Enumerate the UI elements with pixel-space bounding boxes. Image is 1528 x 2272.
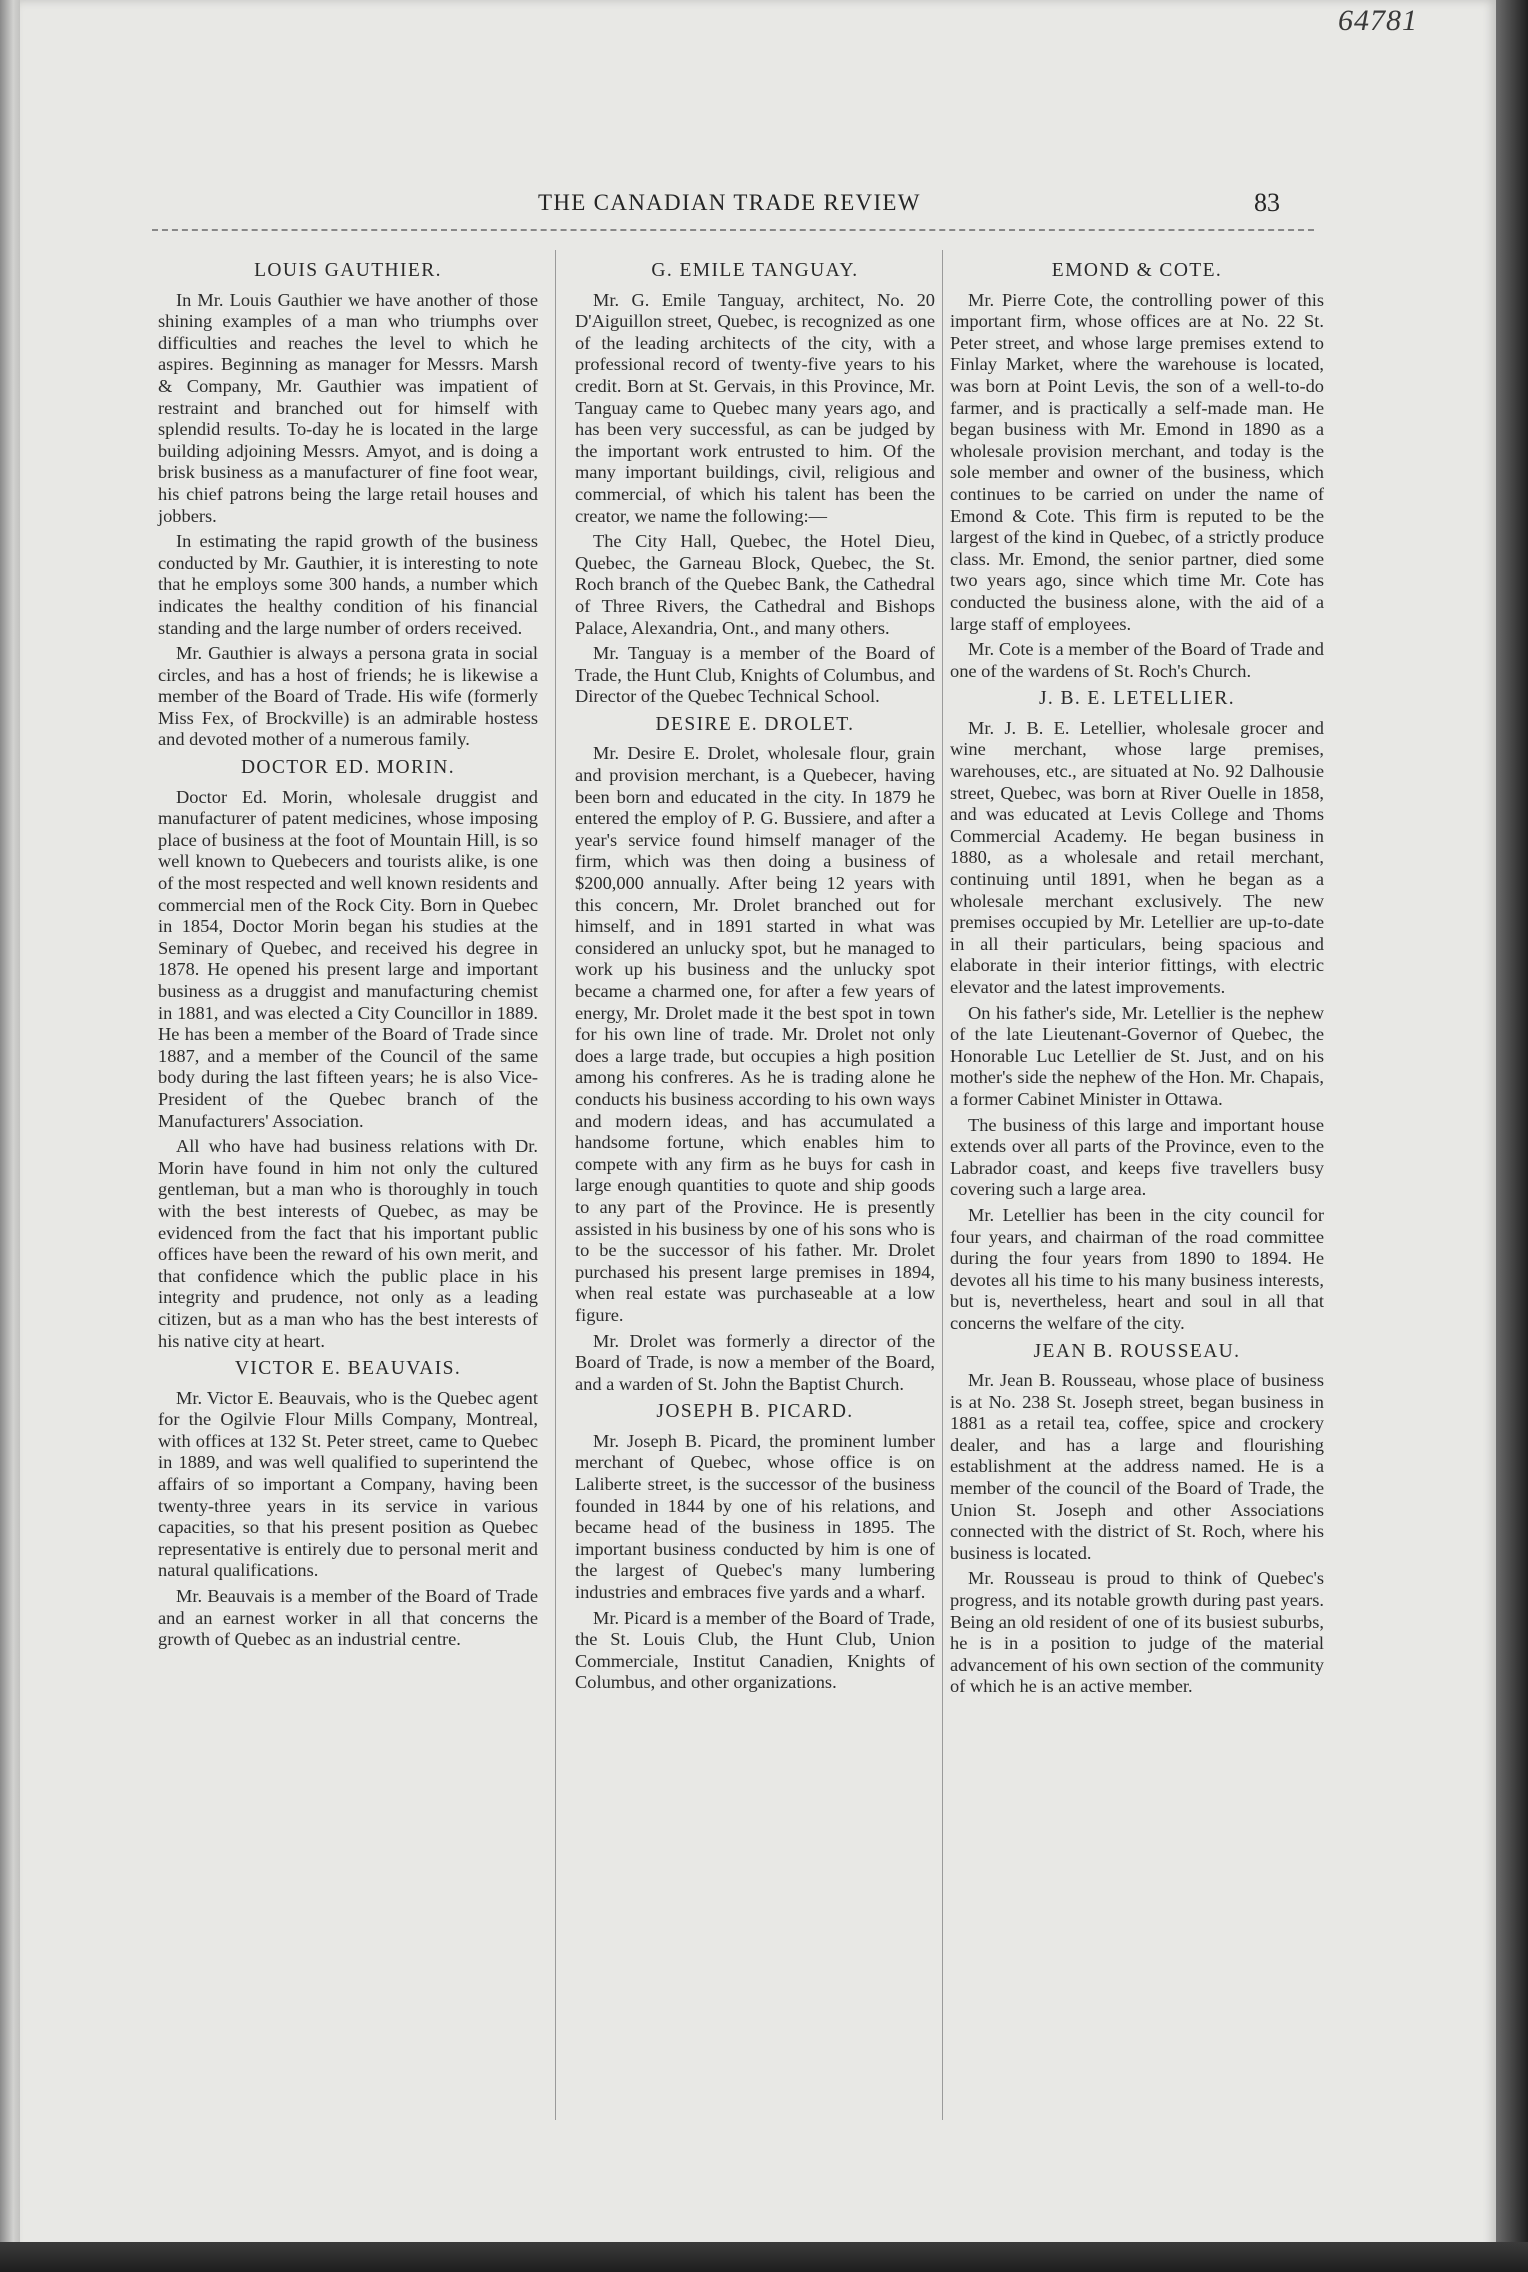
- article-paragraph: Mr. Letellier has been in the city council for four years, and chairman of the road committee during the four years from 1890 to 1894. He devotes all his time to his many business interests, but is, nevertheless, heart and soul in all that concerns the welfare of the city.: [950, 1204, 1324, 1333]
- article-paragraph: Mr. Drolet was formerly a director of the Board of Trade, is now a member of the Board, and a warden of St. John the Baptist Church.: [575, 1330, 935, 1394]
- publication-title: THE CANADIAN TRADE REVIEW: [538, 190, 921, 215]
- page-number: 83: [1254, 188, 1280, 217]
- article-paragraph: On his father's side, Mr. Letellier is the nephew of the late Lieutenant-Governor of Quebec, the Honorable Luc Letellier de St. Just, and on his mother's side the nephew of the Hon. Mr. Chapais, a former Cabinet Minister in Ottawa.: [950, 1002, 1324, 1109]
- article-paragraph: Mr. Jean B. Rousseau, whose place of business is at No. 238 St. Joseph street, began business in 1881 as a retail tea, coffee, spice and crockery dealer, and has a large and flourishing establishment at the address named. He is a member of the council of the Board of Trade, the Union St. Joseph and other Associations connected with the district of St. Roch, where his business is located.: [950, 1370, 1324, 1563]
- article-tanguay: [575, 260, 935, 708]
- article-paragraph: Mr. Gauthier is always a persona grata in social circles, and has a host of friends; he is likewise a member of the Board of Trade. His wife (formerly Miss Fex, of Brockville) is an admirable hostess and devoted mother of a numerous family.: [158, 643, 538, 750]
- article-heading: JEAN B. ROUSSEAU.: [1033, 1340, 1241, 1362]
- article-letellier: [950, 688, 1324, 1334]
- column-2: [575, 254, 935, 1698]
- article-heading: LOUIS GAUTHIER.: [254, 260, 442, 281]
- header-rule: [152, 229, 1314, 231]
- article-paragraph: In estimating the rapid growth of the business conducted by Mr. Gauthier, it is interesting to note that he employs some 300 hands, a number which indicates the healthy condition of his financial standing and the large number of orders received.: [158, 531, 538, 638]
- running-head: [150, 188, 1280, 228]
- column-divider: [942, 250, 943, 2120]
- article-paragraph: The City Hall, Quebec, the Hotel Dieu, Quebec, the Garneau Block, Quebec, the St. Roch branch of the Quebec Bank, the Cathedral of Three Rivers, the Cathedral and Bishops Palace, Alexandria, Ont., and many others.: [575, 531, 935, 638]
- column-3: [950, 254, 1324, 1702]
- catalog-mark: 64781: [1338, 4, 1418, 37]
- article-rousseau: [950, 1341, 1324, 1699]
- article-drolet: [575, 714, 935, 1395]
- article-paragraph: Mr. Victor E. Beauvais, who is the Quebec agent for the Ogilvie Flour Mills Company, Montreal, with offices at 132 St. Peter street, came to Quebec in 1889, and was well qualified to superintend the affairs of so important a Company, having been twenty-three years in its service in various capacities, so that his present position as Quebec representative is entirely due to personal merit and natural qualifications.: [158, 1387, 538, 1581]
- article-paragraph: Mr. Joseph B. Picard, the prominent lumber merchant of Quebec, whose office is on Laliberte street, is the successor of the business founded in 1844 by one of his relations, and became head of the business in 1895. The important business conducted by him is one of the largest of Quebec's many lumbering industries and embraces five yards and a wharf.: [575, 1430, 935, 1603]
- article-paragraph: The business of this large and important house extends over all parts of the Province, even to the Labrador coast, and keeps five travellers busy covering such a large area.: [950, 1114, 1324, 1200]
- scan-left-edge: [0, 0, 22, 2272]
- scan-bottom-edge: [0, 2242, 1528, 2272]
- column-1: [158, 254, 538, 1655]
- article-paragraph: All who have had business relations with Dr. Morin have found in him not only the cultured gentleman, but a man who is thoroughly in touch with the best interests of Quebec, as may be evidenced from the fact that his important public offices have been the reward of his own merit, and that confidence which the public place in his integrity and prudence, not only as a leading citizen, but as a man who has the best interests of his native city at heart.: [158, 1136, 538, 1351]
- article-heading: J. B. E. LETELLIER.: [1038, 688, 1236, 710]
- article-heading: VICTOR E. BEAUVAIS.: [234, 1358, 462, 1380]
- article-paragraph: Mr. Pierre Cote, the controlling power of this important firm, whose offices are at No. 22 St. Peter street, and whose large premises extend to Finlay Market, where the warehouse is located, was born at Point Levis, the son of a well-to-do farmer, and is practically a self-made man. He began business with Mr. Emond in 1890 as a wholesale provision merchant, and today is the sole member and owner of the business, which continues to be carried on under the name of Emond & Cote. This firm is reputed to be the largest of the kind in Quebec, of a strictly produce class. Mr. Emond, the senior partner, died some two years ago, since which time Mr. Cote has conducted the business alone, with the aid of a large staff of employees.: [950, 289, 1324, 634]
- article-paragraph: In Mr. Louis Gauthier we have another of those shining examples of a man who triumphs over difficulties and reaches the level to which he aspires. Beginning as manager for Messrs. Marsh & Company, Mr. Gauthier was impatient of restraint and branched out for himself with splendid results. To-day he is located in the large building adjoining Messrs. Amyot, and is doing a brisk business as a manufacturer of fine foot wear, his chief patrons being the large retail houses and jobbers.: [158, 289, 538, 526]
- column-divider: [555, 250, 556, 2120]
- article-picard: [575, 1401, 935, 1694]
- scan-right-edge: [1496, 0, 1528, 2272]
- article-paragraph: Doctor Ed. Morin, wholesale druggist and manufacturer of patent medicines, whose imposing place of business at the foot of Mountain Hill, is so well known to Quebecers and tourists alike, is one of the most respected and well known residents and commercial men of the Rock City. Born in Quebec in 1854, Doctor Morin began his studies at the Seminary of Quebec, and received his degree in 1878. He opened his present large and important business as a druggist and manufacturing chemist in 1881, and was elected a City Councillor in 1889. He has been a member of the Board of Trade since 1887, and a member of the Council of the same body during the last fifteen years; he is also Vice-President of the Quebec branch of the Manufacturers' Association.: [158, 786, 538, 1131]
- article-morin: [158, 757, 538, 1352]
- article-heading: DESIRE E. DROLET.: [655, 713, 855, 735]
- article-emond-cote: [950, 260, 1324, 682]
- article-paragraph: Mr. G. Emile Tanguay, architect, No. 20 D'Aiguillon street, Quebec, is recognized as one of the leading architects of the city, with a professional record of twenty-five years to his credit. Born at St. Gervais, in this Province, Mr. Tanguay came to Quebec many years ago, and has been very successful, as can be judged by the important work entrusted to him. Of the many important buildings, civil, religious and commercial, of which his talent has been the creator, we name the following:—: [575, 289, 935, 526]
- article-heading: G. EMILE TANGUAY.: [651, 260, 859, 281]
- article-paragraph: Mr. Picard is a member of the Board of Trade, the St. Louis Club, the Hunt Club, Union Commerciale, Institut Canadien, Knights of Columbus, and other organizations.: [575, 1607, 935, 1693]
- article-beauvais: [158, 1358, 538, 1651]
- article-paragraph: Mr. Rousseau is proud to think of Quebec's progress, and its notable growth during past years. Being an old resident of one of its busiest suburbs, he is in a position to judge of the material advancement of his own section of the community of which he is an active member.: [950, 1568, 1324, 1697]
- article-paragraph: Mr. Cote is a member of the Board of Trade and one of the wardens of St. Roch's Church.: [950, 639, 1324, 681]
- article-paragraph: Mr. Desire E. Drolet, wholesale flour, grain and provision merchant, is a Quebecer, having been born and educated in the city. In 1879 he entered the employ of P. G. Bussiere, and after a year's service found himself manager of the firm, which was then doing a business of $200,000 annually. After being 12 years with this concern, Mr. Drolet branched out for himself, and in 1891 started in what was considered an unlucky spot, but he managed to work up his business and the unlucky spot became a charmed one, for after a few years of energy, Mr. Drolet made it the best spot in town for his own line of trade. Mr. Drolet not only does a large trade, but occupies a high position among his confreres. As he is trading alone he conducts his business according to his own ways and modern ideas, and has accumulated a handsome fortune, which enables him to compete with any firm as he buys for cash in large enough quantities to quote and ship goods to any part of the Province. He is presently assisted in his business by one of his sons who is to be the successor of his father. Mr. Drolet purchased his present large premises in 1894, when real estate was purchaseable at a low figure.: [575, 743, 935, 1325]
- article-paragraph: Mr. J. B. E. Letellier, wholesale grocer and wine merchant, whose large premises, warehouses, etc., are situated at No. 92 Dalhousie street, Quebec, was born at River Ouelle in 1858, and was educated at Levis College and Thoms Commercial Academy. He began business in 1880, as a wholesale and retail merchant, continuing until 1891, when he began as a wholesale merchant exclusively. The new premises occupied by Mr. Letellier are up-to-date in all their particulars, being spacious and elaborate in their interior fittings, with electric elevator and the latest improvements.: [950, 717, 1324, 997]
- article-heading: DOCTOR ED. MORIN.: [240, 757, 456, 779]
- article-heading: EMOND & COTE.: [1051, 260, 1223, 281]
- article-paragraph: Mr. Tanguay is a member of the Board of Trade, the Hunt Club, Knights of Columbus, and Director of the Quebec Technical School.: [575, 643, 935, 707]
- article-gauthier: [158, 260, 538, 751]
- article-heading: JOSEPH B. PICARD.: [656, 1401, 854, 1423]
- article-paragraph: Mr. Beauvais is a member of the Board of Trade and an earnest worker in all that concerns the growth of Quebec as an industrial centre.: [158, 1586, 538, 1650]
